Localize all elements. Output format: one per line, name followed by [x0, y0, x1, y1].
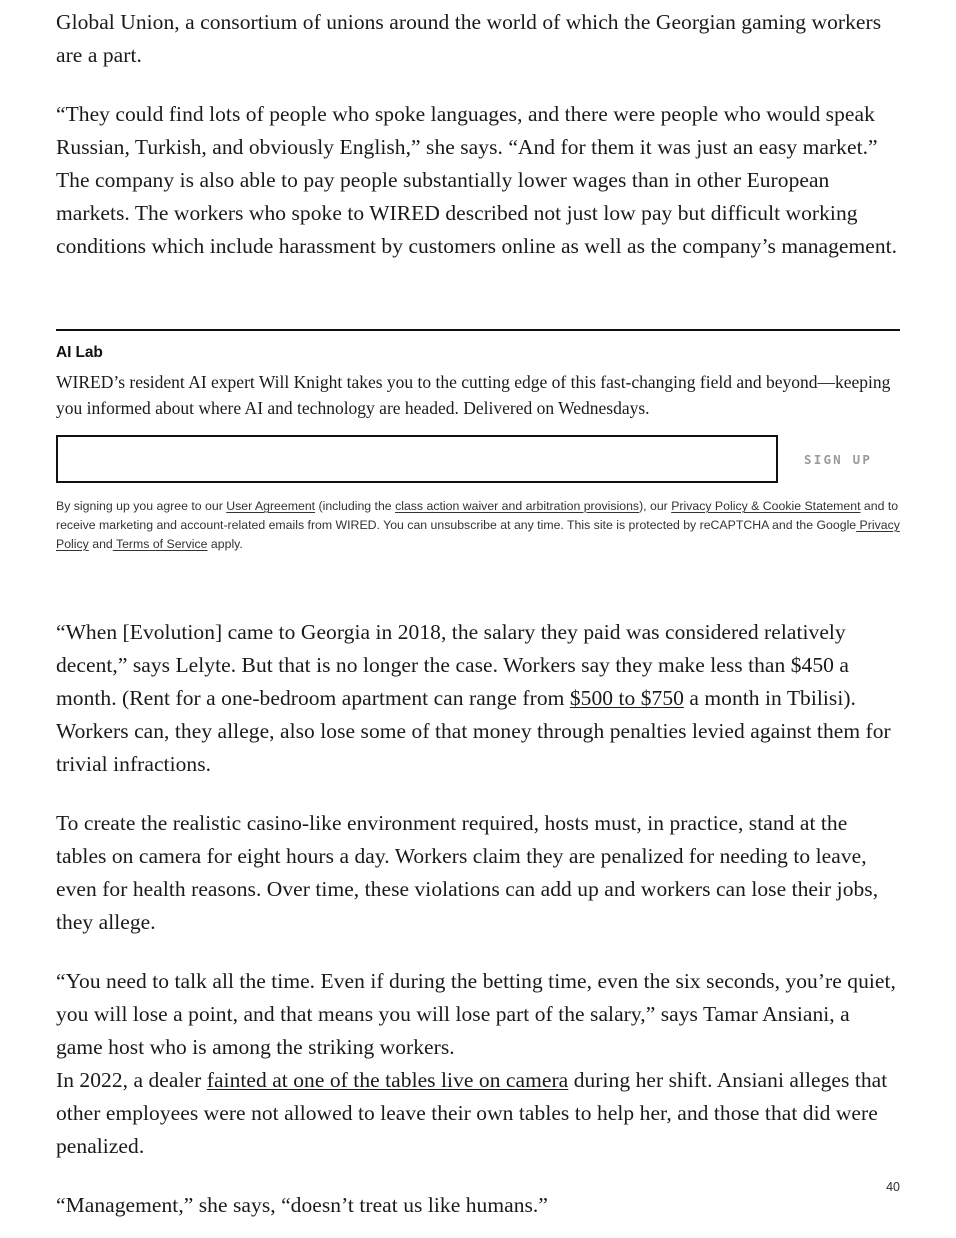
evolution-text-before: “When [Evolution] came to Georgia in 2018, the salary they paid was considered relatively decent,” says Lelyte. But that is no longer the case. Workers say they make less than $450 a month. (Rent for a one-bedroom apartment can range from	[56, 620, 849, 710]
email-input[interactable]	[56, 435, 778, 483]
evolution-text-after: a month in Tbilisi). Workers can, they allege, also lose some of that money through penalties levied against them for trivial infractions.	[56, 686, 891, 776]
newsletter-form	[56, 435, 900, 483]
sign-up-button[interactable]: SIGN UP	[804, 451, 873, 467]
newsletter-legal-text	[56, 497, 900, 554]
link-user-agreement[interactable]: User Agreement	[226, 499, 316, 513]
article-body	[56, 0, 900, 263]
page-number: 40	[886, 1180, 900, 1194]
legal-segment-5: and	[88, 537, 113, 551]
newsletter-divider-rule	[56, 329, 900, 331]
link-fainted-on-camera[interactable]: fainted at one of the tables live on camera	[206, 1068, 569, 1092]
paragraph-casino-environment: To create the realistic casino-like environment required, hosts must, in practice, stand at the tables on camera for eight hours a day. Workers claim they are penalized for needing to leave, even for health reasons. Over time, these violations can add up and workers can lose their jobs, they allege.	[56, 811, 879, 934]
article-body-continued	[56, 610, 900, 1222]
link-rent-range[interactable]: $500 to $750	[569, 686, 684, 710]
legal-segment-4: and to receive marketing and account-related emails from WIRED. You can unsubscribe at any time. This site is protected by reCAPTCHA and the Google	[56, 499, 899, 532]
link-class-action-waiver[interactable]: class action waiver and arbitration provisions	[395, 499, 640, 513]
legal-segment-3: ), our	[639, 499, 672, 513]
newsletter-title: AI Lab	[56, 344, 103, 361]
paragraph-quote-talk-all-the-time: “You need to talk all the time. Even if during the betting time, even the six seconds, you’re quiet, you will lose a point, and that means you will lose part of the salary,” says Tamar Ansiani, a game host who is among the striking workers.	[56, 969, 896, 1059]
paragraph-dealer-fainted	[56, 1064, 900, 1163]
link-google-privacy-policy[interactable]: Privacy Policy	[56, 518, 900, 551]
link-google-terms-of-service[interactable]: Terms of Service	[112, 537, 208, 551]
fainted-text-before: In 2022, a dealer	[56, 1068, 207, 1092]
fainted-text-after: during her shift. Ansiani alleges that other employees were not allowed to leave their own tables to help her, and those that did were penalized.	[56, 1068, 888, 1158]
paragraph-global-union: Global Union, a consortium of unions around the world of which the Georgian gaming workers are a part.	[56, 10, 882, 67]
paragraph-evolution-salary	[56, 616, 900, 781]
paragraph-management-quote: “Management,” she says, “doesn’t treat us like humans.”	[56, 1193, 548, 1217]
legal-segment-6: apply.	[207, 537, 243, 551]
legal-segment-2: (including the	[315, 499, 396, 513]
newsletter-description: WIRED’s resident AI expert Will Knight takes you to the cutting edge of this fast-changing field and beyond—keeping you informed about where AI and technology are headed. Delivered on Wednesdays.	[56, 372, 891, 418]
newsletter-signup-module	[56, 329, 900, 554]
spacer-before-newsletter	[56, 289, 900, 329]
spacer-after-newsletter	[56, 554, 900, 610]
paragraph-they-could-find: “They could find lots of people who spoke languages, and there were people who would speak Russian, Turkish, and obviously English,” she says. “And for them it was just an easy market.” The company is also able to pay people substantially lower wages than in other European markets. The workers who spoke to WIRED described not just low pay but difficult working conditions which include harassment by customers online as well as the company’s management.	[56, 102, 898, 258]
link-privacy-policy-cookie-statement[interactable]: Privacy Policy & Cookie Statement	[671, 499, 861, 513]
legal-segment-1: By signing up you agree to our	[56, 499, 227, 513]
